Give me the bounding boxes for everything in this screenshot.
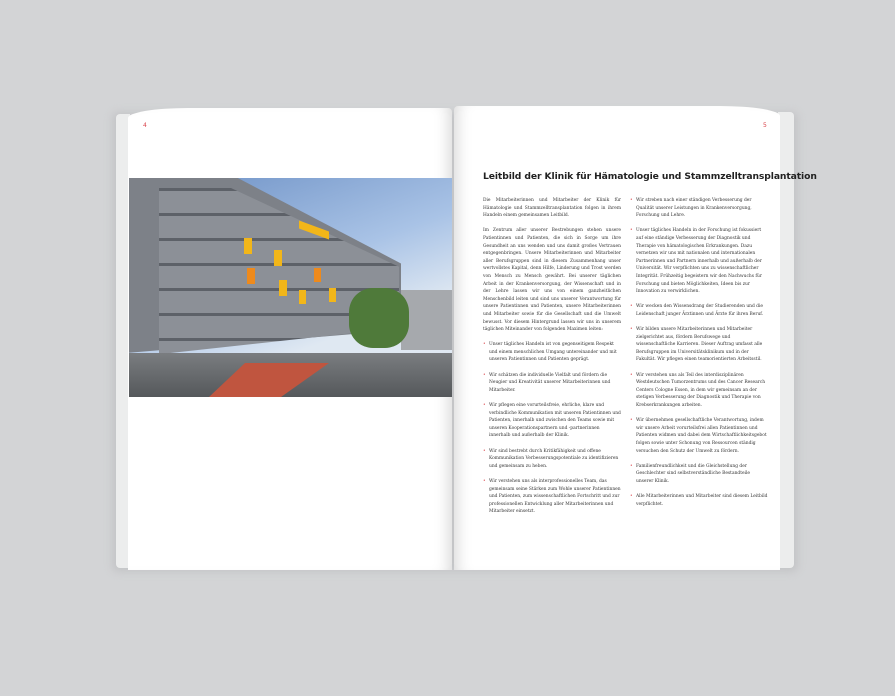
list-item: • Wir verstehen uns als interprofessionelles Team, das gemeinsam seine Stärken zum Wohle unserer Patientinnen und Patienten, zum wissenschaftlichen Fortschritt und zur professionellen Entwicklung aller Mitarbeiterinnen und Mitarbeiter einsetzt. (483, 478, 621, 516)
list-item: • Wir pflegen eine vorurteilsfreie, ehrliche, klare und verbindliche Kommunikation mit unseren Patientinnen und Patienten, innerhalb und zwischen den Teams sowie mit unseren Kooperationspartnern und -partnerinnen innerhalb und außerhalb der Klinik. (483, 402, 621, 440)
list-item: • Wir wecken den Wissensdrang der Studierenden und die Leidenschaft junger Ärztinnen und Ärzte für ihren Beruf. (630, 303, 768, 318)
list-item: • Wir bilden unsere Mitarbeiterinnen und Mitarbeiter zielgerichtet aus, fördern Berufswege und wissenschaftliche Karrieren. Dieser Auftrag umfasst alle Berufsgruppen im Universitätsklinikum und in der Fakultät. Wir pflegen einen teamorientierten Arbeitsstil. (630, 326, 768, 364)
page-number-right: 5 (763, 122, 767, 129)
intro-paragraph: Die Mitarbeiterinnen und Mitarbeiter der Klinik für Hämatologie und Stammzelltransplantation folgen in ihrem Handeln einem gemeinsamen Leitbild. (483, 198, 621, 219)
list-item: • Wir sind bestrebt durch Kritikfähigkeit und offene Kommunikation Verbesserungspotentiale zu identifizieren und gemeinsam zu heben. (483, 448, 621, 471)
list-item: • Familienfreundlichkeit und die Gleichstellung der Geschlechter sind selbstverständliche Bestandteile unserer Klinik. (630, 463, 768, 486)
list-item: • Wir schätzen die individuelle Vielfalt und fördern die Neugier und Kreativität unserer Mitarbeiterinnen und Mitarbeiter. (483, 372, 621, 395)
list-item: • Alle Mitarbeiterinnen und Mitarbeiter sind diesem Leitbild verpflichtet. (630, 493, 768, 508)
text-column-left (483, 197, 621, 524)
list-item: • Unser tägliches Handeln ist von gegenseitigem Respekt und einem menschlichen Umgang untereinander und mit unseren Patientinnen und Patienten geprägt. (483, 341, 621, 364)
page-title: Leitbild der Klinik für Hämatologie und Stammzelltransplantation (483, 171, 817, 182)
clinic-building-photo (129, 178, 452, 397)
intro-paragraph: Im Zentrum aller unserer Bestrebungen stehen unsere Patientinnen und Patienten, die sich in Sorge um ihre Gesundheit an uns wenden und uns damit großes Vertrauen entgegenbringen. Unsere Mitarbeiterinnen und Mitarbeiter aller Berufsgruppen sind in diesem Zusammenhang unser wertvollstes Kapital, denn Hilfe, Linderung und Trost werden von Mensch zu Mensch gewährt. Bei unserer täglichen Arbeit in der Krankenversorgung, der Wissenschaft und in der Lehre lassen wir uns von einem ganzheitlichen Menschenbild leiten und sind uns unserer Verantwortung für unsere Patientinnen und Patienten, unsere Mitarbeiterinnen und Mitarbeiter sowie für die Gesellschaft und die Umwelt bewusst. Vor diesem Hintergrund lassen wir uns in unserem täglichen Miteinander von folgenden Maximen leiten: (483, 228, 621, 333)
list-item: • Wir streben nach einer ständigen Verbesserung der Qualität unserer Leistungen in Krankenversorgung, Forschung und Lehre. (630, 197, 768, 220)
list-item: • Wir verstehen uns als Teil des interdisziplinären Westdeutschen Tumorzentrums und des Cancer Research Centers Cologne Essen, in dem wir gemeinsam an der stetigen Verbesserung der Diagnostik und Therapie von Krebserkrankungen arbeiten. (630, 372, 768, 410)
page-number-left: 4 (143, 122, 147, 129)
list-item: • Wir übernehmen gesellschaftliche Verantwortung, indem wir unsere Arbeit vorurteilsfrei allen Patientinnen und Patienten widmen und dabei dem Wirtschaftlichkeitsgebot folgen sowie unter Schonung von Ressourcen ständig versuchen den Schutz der Umwelt zu fördern. (630, 417, 768, 455)
list-item: • Unser tägliches Handeln in der Forschung ist fokussiert auf eine ständige Verbesserung der Diagnostik und Therapie von hämatologischen Erkrankungen. Dazu vernetzen wir uns mit nationalen und internationalen Partnerinnen und Partnern innerhalb und außerhalb der Universität. Wir verpflichten uns zu wissenschaftlicher Integrität. Frühzeitig begeistern wir den Nachwuchs für Forschung und bieten Möglichkeiten, Ideen bis zur Innovation zu verwirklichen. (630, 227, 768, 295)
text-column-right (630, 197, 768, 516)
